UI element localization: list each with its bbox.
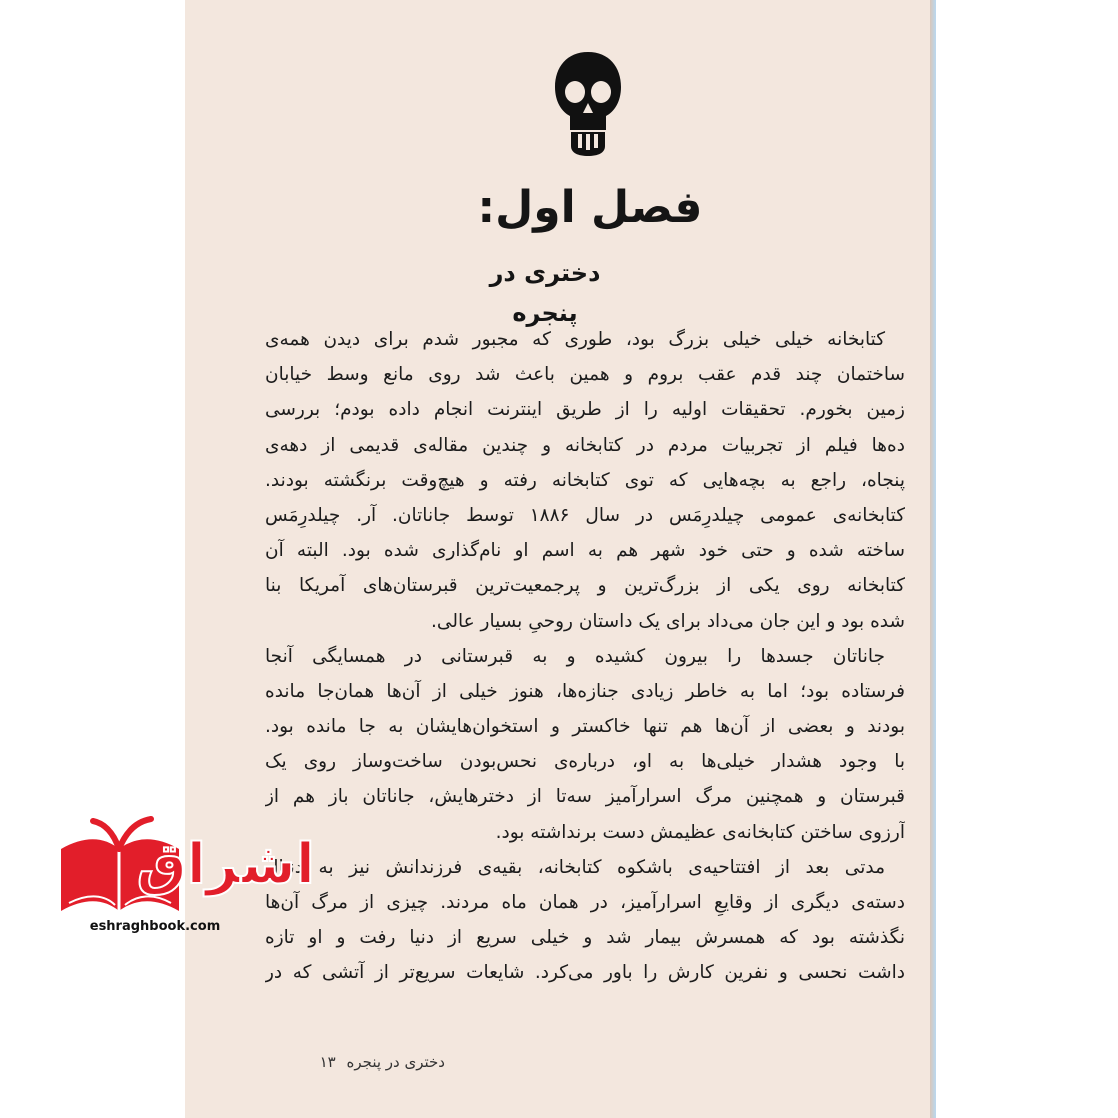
- text-line: بودند و بعضی از آن‌ها هم تنها خاکستر و استخوان‌هایشان به جا مانده بود.: [265, 716, 905, 738]
- chapter-title: فصل اول:: [477, 182, 703, 233]
- text-line: فرستاده بود؛ اما به خاطر زیادی جنازه‌ها، هنوز خیلی از آن‌ها همان‌جا مانده: [265, 680, 905, 702]
- text-line: با وجود هشدار خیلی‌ها به او، درباره‌ی نحس‌بودن ساخت‌وساز روی یک: [265, 751, 905, 773]
- paragraph: [265, 322, 905, 639]
- text-line: قبرستان و همچنین مرگ اسرارآمیز سه‌تا از دخترهایش، جاناتان باز هم از: [265, 786, 905, 808]
- text-line: پنجاه، راجع به بچه‌هایی که توی کتابخانه رفته و هیچ‌وقت برنگشته بودند.: [265, 469, 905, 491]
- text-line: ده‌ها فیلم از تجربیات مردم در کتابخانه و چندین مقاله‌ی قدیمی از دهه‌ی: [265, 434, 905, 456]
- watermark-word: اشراق: [136, 832, 315, 897]
- text-line: داشت نحسی و نفرین کارش را باور می‌کرد. شایعات سریع‌تر از آتشی که در: [265, 962, 905, 984]
- watermark-logo: [55, 815, 315, 940]
- text-line: جاناتان جسدها را بیرون کشیده و به قبرستانی در همسایگی آنجا: [265, 645, 885, 667]
- page-footer: [265, 1048, 445, 1076]
- page-edge: [930, 0, 936, 1118]
- text-line: کتابخانه خیلی خیلی بزرگ بود، طوری که مجبور شدم برای دیدن همه‌ی: [265, 329, 885, 350]
- text-line: ساختمان چند قدم عقب بروم و همین باعث شد روی مانع وسط خیابان: [265, 364, 905, 386]
- paragraph: [265, 639, 905, 850]
- skull-icon: [553, 50, 623, 158]
- text-line: ساخته شده و حتی خود شهر هم به اسم او نام‌گذاری شده بود. البته آن: [265, 540, 905, 562]
- text-line: زمین بخورم. تحقیقات اولیه را از طریق اینترنت انجام داده بودم؛ بررسی: [265, 399, 905, 421]
- text-line: آرزوی ساختن کتابخانه‌ی عظیمش دست برنداشته بود.: [495, 821, 905, 843]
- page-number: ۱۳: [319, 1053, 336, 1071]
- text-line: نگذشته بود که همسرش بیمار شد و خیلی سریع از دنیا رفت و او تازه: [265, 927, 905, 949]
- paragraph: [265, 850, 905, 991]
- text-line: شده بود و این جان می‌داد برای یک داستان روحیِ بسیار عالی.: [431, 610, 905, 632]
- chapter-body: [265, 322, 905, 991]
- chapter-subtitle: دختری در پنجره: [489, 259, 601, 327]
- text-line: دسته‌ی دیگری از وقایعِ اسرارآمیز، در همان ماه مردند. چیزی از مرگ آن‌ها: [265, 892, 905, 913]
- text-line: مدتی بعد از افتتاحیه‌ی باشکوه کتابخانه، بقیه‌ی فرزندانش نیز به دنبال: [265, 856, 885, 878]
- running-title: دختری در پنجره: [346, 1053, 445, 1071]
- watermark-url: eshraghbook.com: [89, 919, 221, 934]
- text-line: کتابخانه‌ی عمومی چیلدرِمَس در سال ۱۸۸۶ توسط جاناتان. آر. چیلدرِمَس: [265, 504, 905, 526]
- text-line: کتابخانه روی یکی از بزرگ‌ترین و پرجمعیت‌ترین قبرستان‌های آمریکا بنا: [265, 575, 905, 597]
